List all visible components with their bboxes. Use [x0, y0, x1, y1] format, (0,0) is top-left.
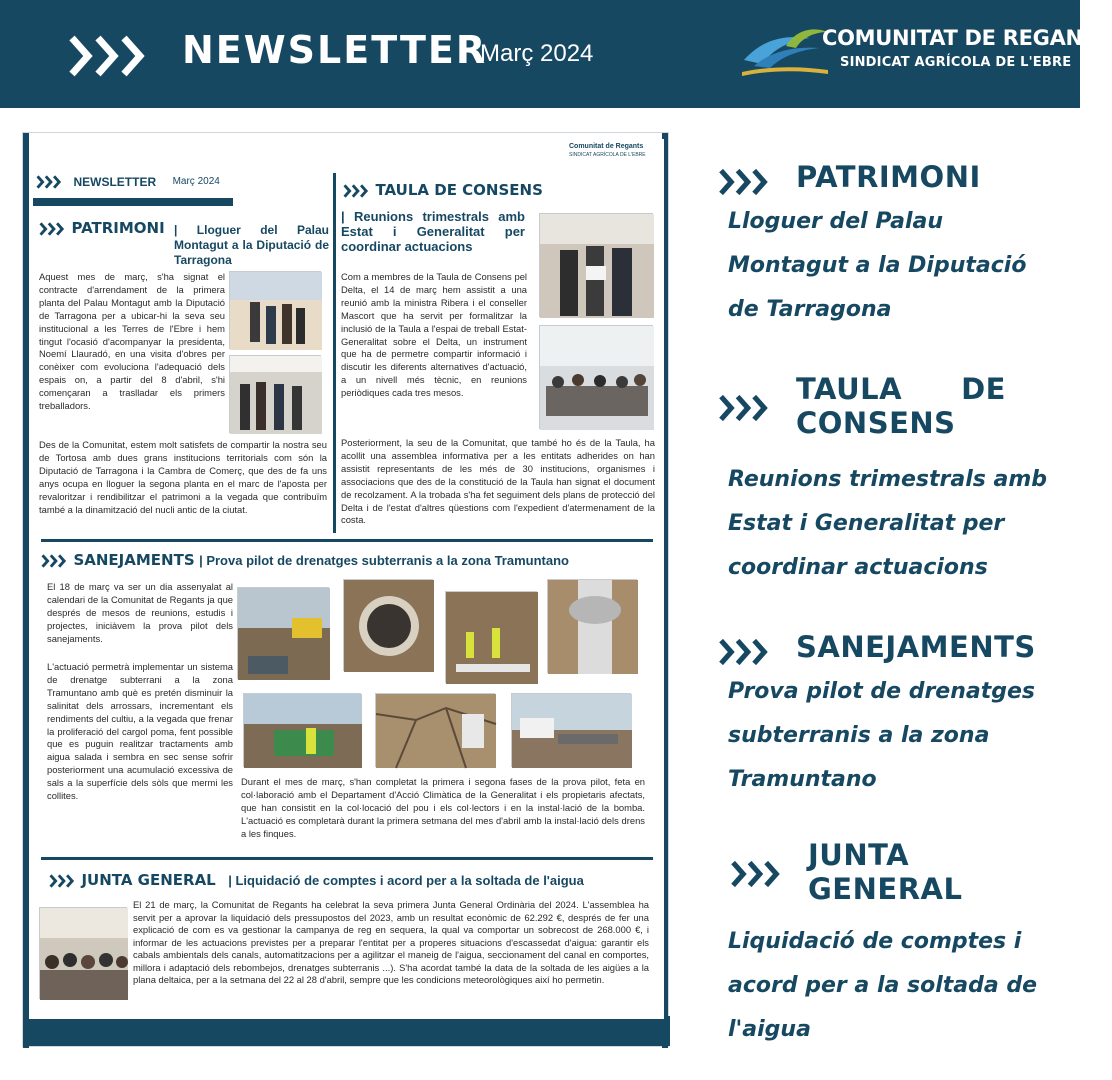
photo-excavation — [237, 587, 329, 679]
sanejaments-heading — [39, 551, 569, 570]
taula-text-2: Posteriorment, la seu de la Comunitat, que també ho és de la Taula, ha acollit una assemblea informativa per a les entitats adherides on han assistit representants de les més de 30 institucions, organismes i associacions que des de la constitució de la Taula han signat el document de recolzament. A la trobada s'ha fet seguiment dels plans de protecció del Delta i de l'estat d'altres qüestions com l'expedient d'atermenament de la costa. — [341, 437, 655, 526]
triple-chevron-icon — [35, 175, 63, 189]
mini-title: NEWSLETTER — [73, 174, 157, 189]
mini-date: Març 2024 — [172, 176, 220, 188]
section-divider — [41, 857, 653, 860]
divider — [33, 198, 233, 206]
triple-chevron-icon — [47, 874, 77, 888]
triple-chevron-icon — [37, 222, 67, 236]
photo-soil-conductivity — [375, 693, 495, 767]
summary-category: PATRIMONI — [796, 160, 981, 194]
photo-junta-general — [39, 907, 127, 999]
mini-header — [35, 173, 220, 191]
summary-category: SANEJAMENTS — [796, 630, 1036, 664]
newsletter-banner — [0, 0, 1112, 108]
summary-sanejaments — [716, 630, 1060, 810]
taula-keyword: TAULA DE CONSENS — [375, 181, 543, 199]
summary-header — [728, 838, 1072, 914]
summary-category: TAULA DE CONSENS — [796, 372, 1006, 440]
patrimoni-text-1: Aquest mes de març, s'ha signat el contracte d'arrendament de la primera planta del Palau Montagut amb la Diputació de Tarragona per a ubicar-hi la seva seu institucional a les Terres de l'Ebre i hem tingut l'ocasió d'acompanyar la presidenta, Noemí Llauradó, en una visita d'obres per conèixer com evoluciona l'adequació dels espais on, a partir del 8 d'abril, s'hi començaran a traslladar els primers treballadors. — [39, 271, 225, 412]
triple-chevron-icon — [39, 554, 69, 568]
photo-pipe-installation — [511, 693, 631, 767]
banner-date: Març 2024 — [480, 40, 594, 67]
page-frame-bottom — [23, 1016, 670, 1046]
patrimoni-keyword: PATRIMONI — [71, 219, 165, 237]
triple-chevron-icon — [68, 34, 148, 78]
triple-chevron-icon — [716, 638, 772, 666]
summary-category: JUNTA GENERAL — [808, 838, 963, 906]
junta-subtitle: | Liquidació de comptes i acord per a la soltada de l'aigua — [228, 873, 584, 888]
patrimoni-text-2: Des de la Comunitat, estem molt satisfets de compartir la nostra seu de Tortosa amb dues grans institucions territorials com són la Diputació de Tarragona i la Cambra de Comerç, que des de fa uns anys ocupa en lloguer la segona planta en el marc de l'aposta per revaloritzar i rendibilitzar el patrimoni a la vegada que contribuïm també a la dinamització del nucli antic de la ciutat. — [39, 439, 327, 515]
sanejaments-text-2: L'actuació permetrà implementar un sistema de drenatge subterrani a la zona Tramuntano amb què es pretén disminuir la salinitat dels arrossars, incrementant els rendiments del cultiu, a la vegada que frenar la proliferació del cargol poma, fent possible que es puguin realitzar tractaments amb aigua salada i sembra en sec sense sofrir posteriorment una acumulació excessiva de sals a la superfície dels sòls que mermi les collites. — [47, 661, 233, 802]
taula-heading — [341, 181, 543, 200]
photo-workers-pipes — [445, 591, 537, 683]
sanejaments-text-1: El 18 de març va ser un dia assenyalat al calendari de la Comunitat de Regants ja que després de mesos de reunions, estudis i projectes, iniciàvem la prova pilot dels sanejaments. — [47, 581, 233, 644]
summary-description: Liquidació de comptes i acord per a la soltada de l'aigua — [728, 929, 1038, 1042]
section-divider — [41, 539, 653, 542]
column-divider — [333, 173, 336, 533]
mini-brand — [569, 143, 646, 159]
summary-junta-general — [728, 838, 1072, 1058]
summary-description: Reunions trimestrals amb Estat i Generalitat per coordinar actuacions — [728, 467, 1048, 580]
summary-taula-de-consens — [716, 372, 1060, 592]
summary-header — [716, 630, 1060, 670]
banner-title: NEWSLETTER — [182, 28, 488, 72]
triple-chevron-icon — [341, 184, 371, 198]
summary-description: Prova pilot de drenatges subterranis a la zona Tramuntano — [728, 679, 1036, 792]
mini-brand-name: Comunitat de Regants — [569, 143, 644, 150]
brand-subtitle: SINDICAT AGRÍCOLA DE L'EBRE — [840, 55, 1072, 70]
taula-text-1: Com a membres de la Taula de Consens pel Delta, el 14 de març hem assistit a una reunió amb la ministra Ribera i el conseller Mascort que ha servit per formalitzar la inclusió de la Taula a l'espai de treball Estat-Generalitat sobre el Delta, un instrument que ha de permetre compartir informació i discutir les diferents alternatives d'actuació, a un nivell més tècnic, en reunions periòdiques cada tres mesos. — [341, 271, 527, 399]
junta-text: El 21 de març, la Comunitat de Regants ha celebrat la seva primera Junta General Ordinària del 2024. L'assemblea ha servit per a aprovar la liquidació dels pressupostos del 2023, amb un resultat econòmic de 62.292 €, després de fer una explicació de com es va gestionar la campanya de reg en sequera, la qual va comportar un sobrecost de 268.000 €, i informar de les actuacions previstes per a preparar l'entitat per a properes situacions d'escassedat d'aigua: garantir els cabals ambientals dels canals, automatitzacions per a agilitzar el maneig de l'aigua, seccionament del canal en comportes, millora i adaptació dels rebombejos, drenatges subterranis ...). S'ha acordat també la data de la soltada de les aigües a la plana deltaica, per a la setmana del 22 al 28 d'abril, sempre que les condicions meteorològiques així ho permetin. — [133, 899, 649, 985]
summary-header — [716, 160, 1060, 200]
sanejaments-keyword: SANEJAMENTS — [73, 551, 195, 569]
junta-heading — [47, 871, 584, 890]
photo-well — [343, 579, 433, 671]
photo-palau-visit — [229, 271, 321, 349]
photo-ministra-meeting — [539, 213, 653, 317]
summary-description: Lloguer del Palau Montagut a la Diputació de Tarragona — [728, 209, 1027, 322]
photo-pump-generator — [243, 693, 361, 767]
junta-keyword: JUNTA GENERAL — [81, 871, 216, 889]
patrimoni-heading — [37, 219, 165, 238]
water-wave-logo-icon — [740, 26, 830, 78]
triple-chevron-icon — [716, 394, 772, 422]
sanejaments-text-3: Durant el mes de març, s'han completat la primera i segona fases de la prova pilot, feta en col·laboració amb el Departament d'Acció Climàtica de la Generalitat i els propietaris afectats, que han consistit en la col·locació del pou i els col·lectors i en la instal·lació de la bomba. L'actuació es completarà durant la primera setmana del mes d'abril amb la instal·lació dels drens a les finques. — [241, 776, 645, 839]
patrimoni-subtitle: | Lloguer del Palau Montagut a la Diputació de Tarragona — [174, 223, 329, 267]
summary-header — [716, 372, 1060, 448]
brand-logo — [740, 24, 1112, 80]
mini-brand-subtitle: SINDICAT AGRÍCOLA DE L'EBRE — [569, 152, 646, 158]
sanejaments-subtitle: | Prova pilot de drenatges subterranis a la zona Tramuntano — [199, 553, 569, 568]
triple-chevron-icon — [728, 860, 784, 888]
summary-patrimoni — [716, 160, 1060, 340]
newsletter-page-preview — [22, 132, 669, 1047]
triple-chevron-icon — [716, 168, 772, 196]
photo-pipe — [547, 579, 637, 673]
photo-palau-interior — [229, 355, 321, 433]
page-content — [29, 139, 664, 1019]
photo-assemblea — [539, 325, 653, 429]
brand-name: COMUNITAT DE REGANTS — [822, 26, 1112, 50]
taula-subtitle: | Reunions trimestrals amb Estat i Generalitat per coordinar actuacions — [341, 209, 525, 254]
